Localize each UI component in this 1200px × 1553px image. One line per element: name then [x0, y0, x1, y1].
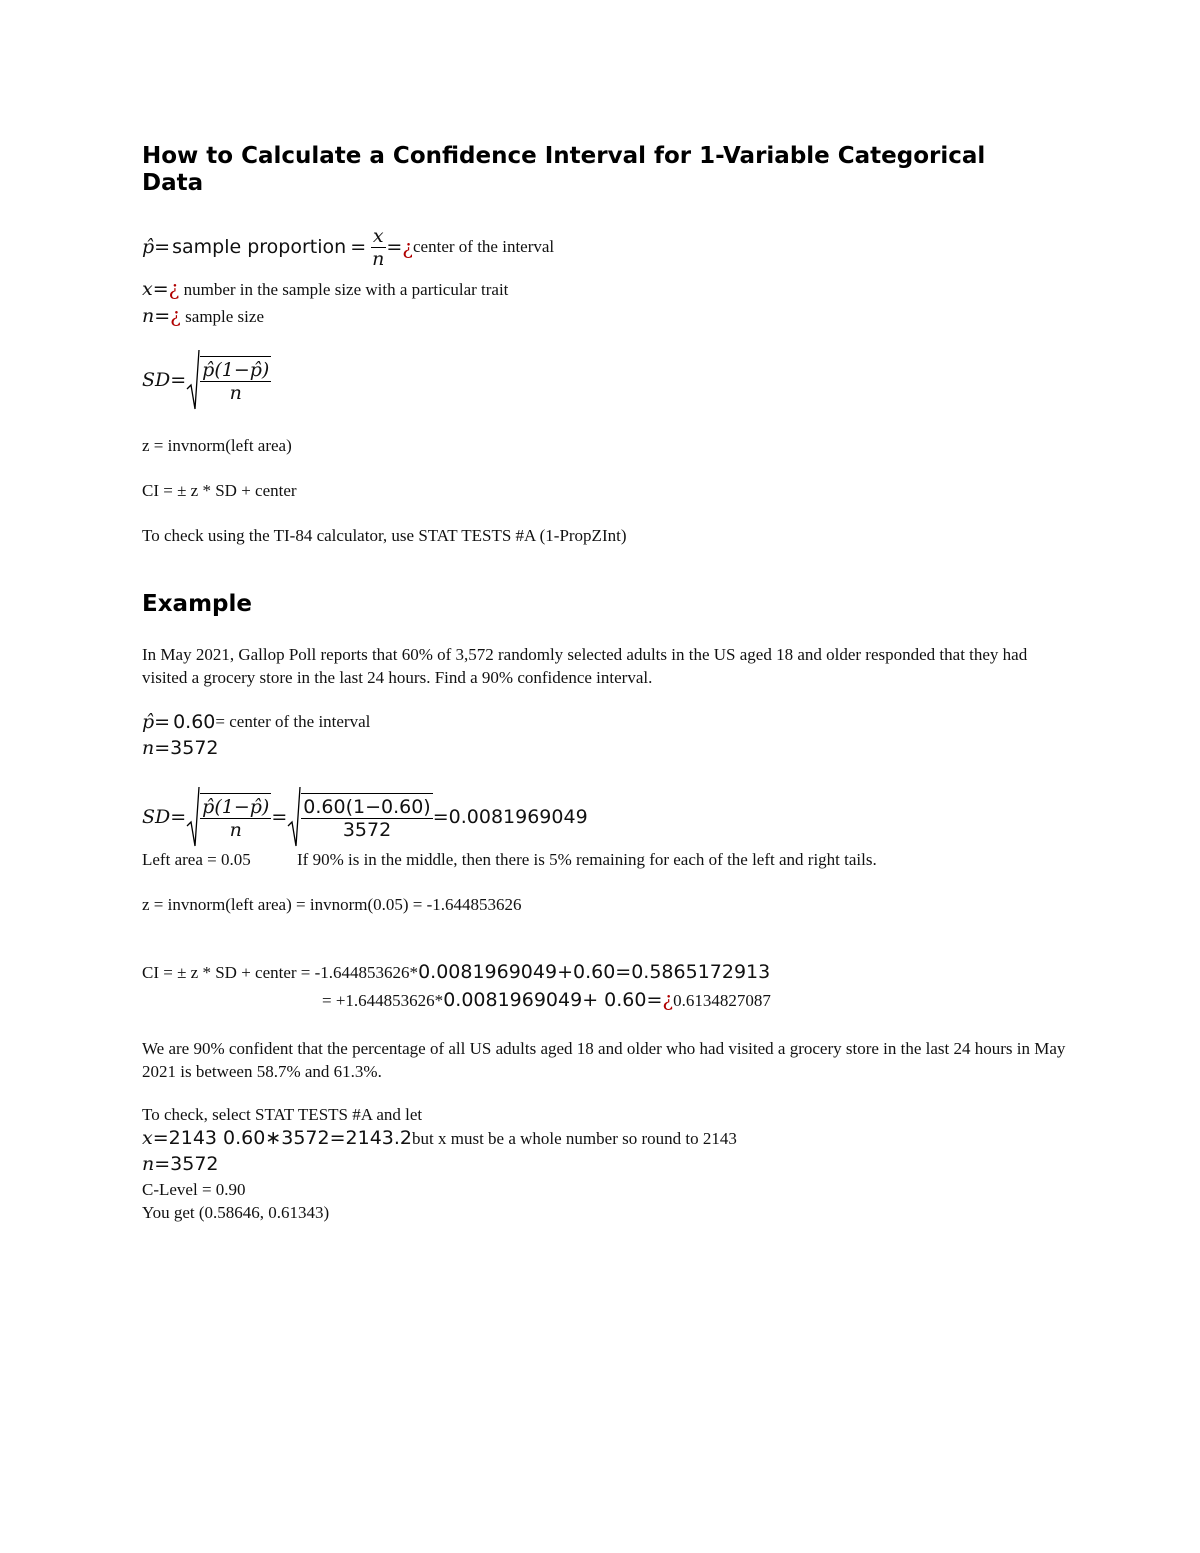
- fraction-denominator: n: [229, 819, 242, 841]
- square-root-sign: [287, 786, 301, 848]
- ci-prefix: CI = ± z * SD + center = -1.644853626*: [142, 963, 419, 982]
- broken-glyph: ¿: [402, 235, 414, 259]
- n-symbol: n: [142, 1153, 155, 1175]
- phat-value: 0.60: [173, 711, 216, 733]
- check-intro: To check, select STAT TESTS #A and let: [142, 1105, 423, 1124]
- fraction-denominator: n: [229, 382, 242, 404]
- x-round-note: but x must be a whole number so round to 2143: [412, 1129, 737, 1148]
- sd-calculation: [142, 785, 588, 849]
- equals-sign: =: [350, 236, 367, 258]
- equals-sign: =: [154, 711, 171, 733]
- z-formula: z = invnorm(left area): [142, 436, 292, 455]
- ti84-check-note: To check using the TI-84 calculator, use STAT TESTS #A (1-PropZInt): [142, 526, 627, 545]
- phat-definition: [142, 224, 554, 270]
- center-text: center of the interval: [413, 237, 555, 256]
- example-problem: In May 2021, Gallop Poll reports that 60% of 3,572 randomly selected adults in the US aged 18 and older responded that they had visited a grocery store in the last 24 hours. Find a 90% confidence interval.: [142, 645, 1028, 687]
- example-heading: Example: [142, 591, 252, 617]
- phat-symbol: p̂: [142, 711, 155, 733]
- sd-symbol: SD: [142, 806, 171, 828]
- z-calculation: z = invnorm(left area) = invnorm(0.05) = -1.644853626: [142, 895, 522, 914]
- equals-sign: =: [154, 737, 171, 759]
- fraction-numerator: p̂(1−p̂): [202, 359, 270, 381]
- x-description: number in the sample size with a particular trait: [179, 280, 509, 299]
- n-definition: [142, 303, 264, 327]
- n-value: 3572: [170, 1153, 219, 1175]
- phat-description: = center of the interval: [215, 712, 371, 731]
- equals-sign: =: [432, 806, 449, 828]
- fraction-numerator: 0.60(1−0.60): [303, 796, 431, 818]
- equals-sign: =: [170, 369, 187, 391]
- ci-lower-math: 0.0081969049+0.60=0.5865172913: [418, 961, 771, 983]
- sd-formula: [142, 348, 271, 412]
- left-area: Left area = 0.05: [142, 850, 251, 869]
- x-symbol: x: [142, 278, 153, 300]
- equals-sign: =: [386, 236, 403, 258]
- ci-upper-result: 0.6134827087: [673, 991, 771, 1010]
- broken-glyph: ¿: [170, 303, 181, 327]
- broken-glyph: ¿: [662, 987, 674, 1011]
- n-description: sample size: [180, 307, 264, 326]
- equals-sign: =: [154, 236, 171, 258]
- phat-symbol: p̂: [142, 236, 155, 258]
- fraction-denominator: n: [372, 247, 385, 270]
- ci-calculation-lower: [142, 961, 770, 983]
- sd-numeric-fraction: [301, 793, 432, 841]
- equals-sign: =: [271, 806, 288, 828]
- ci-upper-math: 0.0081969049+ 0.60=: [443, 989, 663, 1011]
- phat-words: sample proportion: [172, 236, 347, 258]
- fraction-numerator: p̂(1−p̂): [202, 796, 270, 818]
- conclusion: We are 90% confident that the percentage of all US adults aged 18 and older who had visited a grocery store in the last 24 hours in May 2021 is between 58.7% and 61.3%.: [142, 1039, 1066, 1081]
- check-x-line: [142, 1127, 737, 1149]
- fraction-denominator: 3572: [342, 819, 392, 841]
- x-definition: [142, 276, 508, 300]
- check-n-line: [142, 1153, 219, 1175]
- x-over-n-fraction: [370, 225, 386, 270]
- example-n: [142, 737, 219, 759]
- page-title: How to Calculate a Confidence Interval for 1-Variable Categorical Data: [142, 143, 986, 196]
- sd-fraction: [200, 793, 271, 841]
- square-root-sign: [186, 349, 200, 411]
- x-value-math: 2143 0.60∗3572=2143.2: [168, 1127, 413, 1149]
- clevel-line: C-Level = 0.90: [142, 1180, 246, 1199]
- n-value: 3572: [170, 737, 219, 759]
- ci-formula: CI = ± z * SD + center: [142, 481, 297, 500]
- equals-sign: =: [154, 1153, 171, 1175]
- left-area-note: If 90% is in the middle, then there is 5% remaining for each of the left and right tails.: [297, 850, 877, 869]
- sd-symbol: SD: [142, 369, 171, 391]
- equals-sign: =: [152, 278, 169, 300]
- equals-sign: =: [154, 305, 171, 327]
- broken-glyph: ¿: [168, 276, 180, 300]
- equals-sign: =: [152, 1127, 169, 1149]
- sd-fraction: [200, 356, 271, 404]
- x-symbol: x: [142, 1127, 153, 1149]
- example-phat: [142, 711, 370, 733]
- equals-sign: =: [170, 806, 187, 828]
- fraction-numerator: x: [372, 224, 384, 247]
- n-symbol: n: [142, 305, 155, 327]
- sd-result: 0.0081969049: [448, 806, 588, 828]
- ci-upper-prefix: = +1.644853626*: [322, 991, 444, 1010]
- result-line: You get (0.58646, 0.61343): [142, 1203, 330, 1222]
- n-symbol: n: [142, 737, 155, 759]
- square-root-sign: [186, 786, 200, 848]
- ci-calculation-upper: [322, 987, 771, 1011]
